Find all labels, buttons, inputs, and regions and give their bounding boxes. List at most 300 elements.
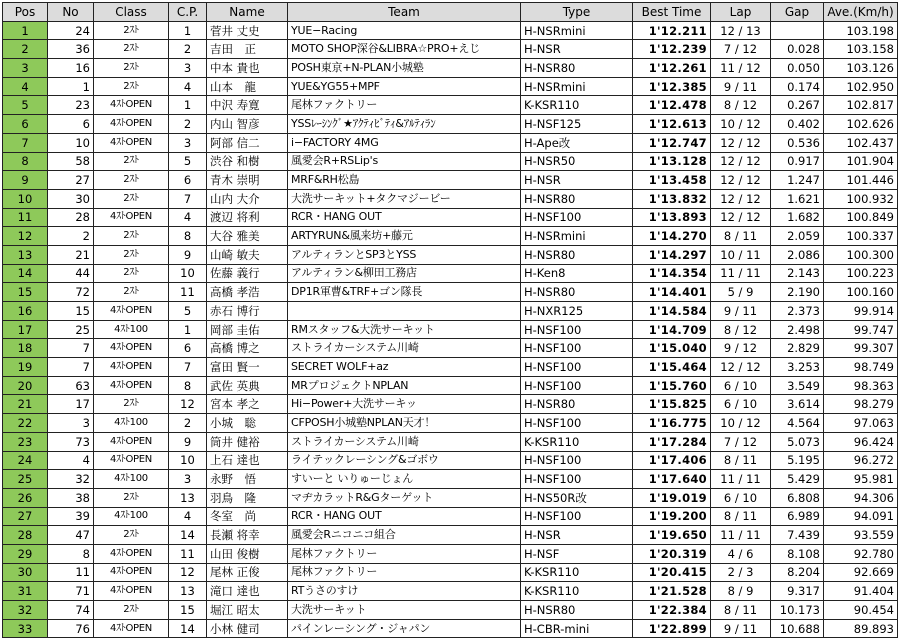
cell-ave: 102.626 [824, 115, 898, 134]
cell-team: アルティランとSP3とYSS [288, 245, 521, 264]
cell-best-time: 1'17.406 [633, 451, 711, 470]
cell-no: 8 [48, 544, 94, 563]
cell-class: 4ｽﾄOPEN [94, 96, 169, 115]
cell-team: 大洗サーキット [288, 601, 521, 620]
cell-gap: 0.174 [771, 77, 824, 96]
cell-team: 風愛会Rニコニコ組合 [288, 526, 521, 545]
cell-no: 4 [48, 451, 94, 470]
cell-ave: 100.223 [824, 264, 898, 283]
cell-no: 10 [48, 133, 94, 152]
cell-type: H-NSR80 [521, 59, 633, 78]
table-row [3, 526, 898, 545]
cell-cp: 5 [169, 302, 207, 321]
cell-name: 中沢 寿寛 [207, 96, 288, 115]
cell-class: 2ｽﾄ [94, 227, 169, 246]
cell-cp: 1 [169, 96, 207, 115]
cell-team: パインレーシング・ジャパン [288, 619, 521, 638]
cell-ave: 98.749 [824, 358, 898, 377]
cell-name: 渡辺 将利 [207, 208, 288, 227]
cell-gap: 3.549 [771, 376, 824, 395]
header-no: No [48, 3, 94, 22]
cell-team: マヂカラットR&Gターゲット [288, 488, 521, 507]
cell-class: 4ｽﾄOPEN [94, 133, 169, 152]
table-row [3, 339, 898, 358]
cell-lap: 12 / 12 [711, 133, 771, 152]
cell-ave: 92.780 [824, 544, 898, 563]
cell-type: H-NSR80 [521, 601, 633, 620]
header-best-time: Best Time [633, 3, 711, 22]
cell-type: H-NSF100 [521, 358, 633, 377]
results-body [3, 21, 898, 638]
cell-lap: 8 / 12 [711, 96, 771, 115]
cell-name: 滝口 達也 [207, 582, 288, 601]
cell-class: 4ｽﾄ100 [94, 414, 169, 433]
cell-pos: 10 [3, 189, 48, 208]
cell-lap: 6 / 10 [711, 488, 771, 507]
cell-type: H-NSRmini [521, 21, 633, 40]
cell-ave: 95.981 [824, 470, 898, 489]
header-class: Class [94, 3, 169, 22]
cell-gap: 0.402 [771, 115, 824, 134]
cell-gap: 8.108 [771, 544, 824, 563]
cell-team: MRF&RH松島 [288, 171, 521, 190]
cell-best-time: 1'19.650 [633, 526, 711, 545]
cell-ave: 96.272 [824, 451, 898, 470]
cell-lap: 12 / 12 [711, 358, 771, 377]
cell-type: H-NS50R改 [521, 488, 633, 507]
cell-pos: 7 [3, 133, 48, 152]
cell-class: 4ｽﾄOPEN [94, 544, 169, 563]
cell-gap: 5.429 [771, 470, 824, 489]
cell-lap: 4 / 6 [711, 544, 771, 563]
cell-name: 高橋 博之 [207, 339, 288, 358]
cell-lap: 6 / 10 [711, 376, 771, 395]
cell-type: H-NSRmini [521, 227, 633, 246]
cell-best-time: 1'13.128 [633, 152, 711, 171]
cell-type: H-NSF100 [521, 451, 633, 470]
table-row [3, 133, 898, 152]
cell-name: 渋谷 和樹 [207, 152, 288, 171]
cell-cp: 3 [169, 133, 207, 152]
table-row [3, 507, 898, 526]
cell-best-time: 1'22.899 [633, 619, 711, 638]
cell-name: 羽鳥 隆 [207, 488, 288, 507]
cell-ave: 100.337 [824, 227, 898, 246]
table-row [3, 376, 898, 395]
cell-type: K-KSR110 [521, 582, 633, 601]
cell-gap: 6.808 [771, 488, 824, 507]
header-team: Team [288, 3, 521, 22]
cell-lap: 8 / 11 [711, 451, 771, 470]
cell-name: 長瀬 将幸 [207, 526, 288, 545]
cell-best-time: 1'12.385 [633, 77, 711, 96]
cell-cp: 13 [169, 582, 207, 601]
cell-lap: 11 / 11 [711, 526, 771, 545]
cell-class: 4ｽﾄOPEN [94, 339, 169, 358]
cell-team: ストライカーシステム川崎 [288, 339, 521, 358]
cell-team: アルティラン&柳田工務店 [288, 264, 521, 283]
cell-gap: 8.204 [771, 563, 824, 582]
table-row [3, 563, 898, 582]
cell-gap: 2.498 [771, 320, 824, 339]
table-row [3, 21, 898, 40]
cell-pos: 25 [3, 470, 48, 489]
cell-gap: 0.267 [771, 96, 824, 115]
cell-class: 2ｽﾄ [94, 77, 169, 96]
cell-class: 4ｽﾄOPEN [94, 619, 169, 638]
cell-type: H-NXR125 [521, 302, 633, 321]
cell-type: H-NSF100 [521, 376, 633, 395]
cell-class: 2ｽﾄ [94, 283, 169, 302]
cell-type: H-NSF100 [521, 414, 633, 433]
cell-cp: 15 [169, 601, 207, 620]
cell-ave: 100.849 [824, 208, 898, 227]
cell-gap: 0.917 [771, 152, 824, 171]
cell-ave: 94.091 [824, 507, 898, 526]
cell-cp: 7 [169, 189, 207, 208]
cell-name: 岡部 圭佑 [207, 320, 288, 339]
cell-ave: 100.932 [824, 189, 898, 208]
cell-gap: 2.059 [771, 227, 824, 246]
cell-lap: 5 / 9 [711, 283, 771, 302]
cell-team: Hi−Power+大洗サーキッ [288, 395, 521, 414]
cell-lap: 9 / 12 [711, 339, 771, 358]
cell-pos: 11 [3, 208, 48, 227]
cell-lap: 12 / 12 [711, 208, 771, 227]
cell-class: 2ｽﾄ [94, 171, 169, 190]
cell-ave: 98.279 [824, 395, 898, 414]
cell-name: 菅井 丈史 [207, 21, 288, 40]
cell-best-time: 1'16.775 [633, 414, 711, 433]
cell-name: 山内 大介 [207, 189, 288, 208]
cell-pos: 14 [3, 264, 48, 283]
cell-no: 11 [48, 563, 94, 582]
cell-no: 6 [48, 115, 94, 134]
cell-pos: 13 [3, 245, 48, 264]
cell-ave: 96.424 [824, 432, 898, 451]
cell-no: 7 [48, 339, 94, 358]
cell-class: 2ｽﾄ [94, 488, 169, 507]
cell-type: H-NSR [521, 526, 633, 545]
cell-team: SECRET WOLF+az [288, 358, 521, 377]
cell-pos: 21 [3, 395, 48, 414]
cell-lap: 8 / 11 [711, 507, 771, 526]
cell-no: 17 [48, 395, 94, 414]
cell-type: H-NSF100 [521, 470, 633, 489]
cell-name: 阿部 信二 [207, 133, 288, 152]
cell-type: H-NSR80 [521, 245, 633, 264]
cell-class: 2ｽﾄ [94, 601, 169, 620]
cell-ave: 103.126 [824, 59, 898, 78]
cell-class: 4ｽﾄ100 [94, 320, 169, 339]
header-cp: C.P. [169, 3, 207, 22]
cell-ave: 97.063 [824, 414, 898, 433]
cell-lap: 8 / 11 [711, 227, 771, 246]
cell-best-time: 1'13.893 [633, 208, 711, 227]
cell-lap: 7 / 12 [711, 432, 771, 451]
cell-gap: 9.317 [771, 582, 824, 601]
cell-best-time: 1'22.384 [633, 601, 711, 620]
cell-best-time: 1'21.528 [633, 582, 711, 601]
cell-ave: 101.446 [824, 171, 898, 190]
cell-pos: 28 [3, 526, 48, 545]
cell-lap: 12 / 12 [711, 171, 771, 190]
cell-no: 71 [48, 582, 94, 601]
cell-type: H-NSR80 [521, 189, 633, 208]
table-row [3, 208, 898, 227]
cell-team: MOTO SHOP深谷&LIBRA☆PRO+えじ [288, 40, 521, 59]
cell-best-time: 1'20.319 [633, 544, 711, 563]
cell-no: 58 [48, 152, 94, 171]
table-row [3, 264, 898, 283]
cell-lap: 12 / 12 [711, 189, 771, 208]
cell-cp: 14 [169, 619, 207, 638]
cell-team: DP1R軍曹&TRF+ゴン隊長 [288, 283, 521, 302]
table-row [3, 320, 898, 339]
cell-no: 16 [48, 59, 94, 78]
cell-cp: 1 [169, 320, 207, 339]
cell-gap: 2.143 [771, 264, 824, 283]
cell-best-time: 1'19.019 [633, 488, 711, 507]
cell-best-time: 1'15.825 [633, 395, 711, 414]
cell-name: 冬室 尚 [207, 507, 288, 526]
cell-lap: 7 / 12 [711, 40, 771, 59]
cell-pos: 2 [3, 40, 48, 59]
cell-pos: 12 [3, 227, 48, 246]
cell-pos: 18 [3, 339, 48, 358]
cell-team [288, 302, 521, 321]
header-lap: Lap [711, 3, 771, 22]
cell-team: 大洗サーキット+タクマジービー [288, 189, 521, 208]
cell-best-time: 1'13.458 [633, 171, 711, 190]
cell-gap: 0.028 [771, 40, 824, 59]
table-row [3, 302, 898, 321]
cell-no: 74 [48, 601, 94, 620]
cell-ave: 92.669 [824, 563, 898, 582]
cell-ave: 99.914 [824, 302, 898, 321]
cell-class: 4ｽﾄOPEN [94, 432, 169, 451]
cell-gap [771, 21, 824, 40]
cell-type: H-NSF100 [521, 339, 633, 358]
cell-class: 4ｽﾄ100 [94, 470, 169, 489]
table-row [3, 451, 898, 470]
cell-class: 2ｽﾄ [94, 59, 169, 78]
cell-pos: 15 [3, 283, 48, 302]
cell-cp: 3 [169, 59, 207, 78]
cell-name: 赤石 博行 [207, 302, 288, 321]
cell-type: H-NSRmini [521, 77, 633, 96]
cell-team: 尾林ファクトリー [288, 96, 521, 115]
cell-ave: 93.559 [824, 526, 898, 545]
cell-ave: 101.904 [824, 152, 898, 171]
cell-pos: 30 [3, 563, 48, 582]
cell-lap: 10 / 11 [711, 245, 771, 264]
cell-name: 筒井 健裕 [207, 432, 288, 451]
cell-lap: 11 / 11 [711, 470, 771, 489]
cell-no: 15 [48, 302, 94, 321]
cell-cp: 2 [169, 40, 207, 59]
cell-best-time: 1'14.270 [633, 227, 711, 246]
cell-class: 4ｽﾄOPEN [94, 376, 169, 395]
cell-gap: 3.253 [771, 358, 824, 377]
cell-type: K-KSR110 [521, 563, 633, 582]
cell-team: CFPOSH小城塾NPLAN天才！ [288, 414, 521, 433]
cell-name: 宮本 孝之 [207, 395, 288, 414]
cell-name: 青木 崇明 [207, 171, 288, 190]
cell-pos: 27 [3, 507, 48, 526]
cell-class: 4ｽﾄOPEN [94, 115, 169, 134]
cell-gap: 1.682 [771, 208, 824, 227]
cell-pos: 32 [3, 601, 48, 620]
cell-gap: 6.989 [771, 507, 824, 526]
cell-type: K-KSR110 [521, 432, 633, 451]
table-row [3, 601, 898, 620]
cell-class: 4ｽﾄOPEN [94, 358, 169, 377]
cell-gap: 5.195 [771, 451, 824, 470]
cell-gap: 2.086 [771, 245, 824, 264]
cell-name: 上石 達也 [207, 451, 288, 470]
cell-pos: 4 [3, 77, 48, 96]
cell-lap: 9 / 11 [711, 302, 771, 321]
table-row [3, 59, 898, 78]
table-row [3, 395, 898, 414]
cell-cp: 4 [169, 77, 207, 96]
cell-cp: 2 [169, 414, 207, 433]
cell-team: ARTYRUN&風来坊+藤元 [288, 227, 521, 246]
cell-team: YSSﾚｰｼﾝｸﾞ★ｱｸﾃｨﾋﾞﾃｨ&ｱﾙﾃｨﾗﾝ [288, 115, 521, 134]
cell-no: 23 [48, 96, 94, 115]
cell-gap: 3.614 [771, 395, 824, 414]
cell-no: 24 [48, 21, 94, 40]
cell-best-time: 1'12.613 [633, 115, 711, 134]
table-row [3, 245, 898, 264]
table-row [3, 358, 898, 377]
cell-ave: 102.437 [824, 133, 898, 152]
cell-no: 38 [48, 488, 94, 507]
cell-no: 36 [48, 40, 94, 59]
cell-class: 4ｽﾄOPEN [94, 582, 169, 601]
cell-best-time: 1'14.297 [633, 245, 711, 264]
cell-cp: 8 [169, 376, 207, 395]
cell-pos: 29 [3, 544, 48, 563]
cell-gap: 0.536 [771, 133, 824, 152]
cell-class: 2ｽﾄ [94, 21, 169, 40]
cell-no: 21 [48, 245, 94, 264]
cell-cp: 4 [169, 208, 207, 227]
cell-ave: 100.300 [824, 245, 898, 264]
cell-gap: 2.373 [771, 302, 824, 321]
cell-ave: 102.950 [824, 77, 898, 96]
cell-cp: 4 [169, 507, 207, 526]
cell-pos: 20 [3, 376, 48, 395]
cell-type: H-NSF100 [521, 208, 633, 227]
cell-name: 内山 智彦 [207, 115, 288, 134]
table-row [3, 414, 898, 433]
cell-lap: 12 / 12 [711, 152, 771, 171]
cell-team: 尾林ファクトリー [288, 544, 521, 563]
cell-no: 2 [48, 227, 94, 246]
cell-no: 7 [48, 358, 94, 377]
cell-team: i−FACTORY 4MG [288, 133, 521, 152]
cell-class: 4ｽﾄ100 [94, 507, 169, 526]
cell-name: 山田 俊樹 [207, 544, 288, 563]
cell-lap: 6 / 10 [711, 395, 771, 414]
cell-name: 吉田 正 [207, 40, 288, 59]
cell-pos: 33 [3, 619, 48, 638]
cell-pos: 26 [3, 488, 48, 507]
cell-best-time: 1'15.040 [633, 339, 711, 358]
cell-type: H-NSR [521, 40, 633, 59]
cell-pos: 5 [3, 96, 48, 115]
cell-class: 2ｽﾄ [94, 40, 169, 59]
cell-cp: 13 [169, 488, 207, 507]
cell-cp: 9 [169, 245, 207, 264]
cell-no: 27 [48, 171, 94, 190]
table-row [3, 77, 898, 96]
cell-cp: 1 [169, 21, 207, 40]
header-name: Name [207, 3, 288, 22]
cell-best-time: 1'12.747 [633, 133, 711, 152]
cell-type: H-NSR80 [521, 283, 633, 302]
cell-name: 中本 貴也 [207, 59, 288, 78]
cell-lap: 9 / 11 [711, 619, 771, 638]
cell-ave: 102.817 [824, 96, 898, 115]
cell-team: ストライカーシステム川崎 [288, 432, 521, 451]
cell-cp: 8 [169, 227, 207, 246]
cell-best-time: 1'15.760 [633, 376, 711, 395]
cell-pos: 23 [3, 432, 48, 451]
cell-team: すいーと いりゅーじょん [288, 470, 521, 489]
cell-pos: 9 [3, 171, 48, 190]
cell-cp: 2 [169, 115, 207, 134]
cell-no: 73 [48, 432, 94, 451]
cell-cp: 11 [169, 544, 207, 563]
cell-pos: 8 [3, 152, 48, 171]
cell-class: 2ｽﾄ [94, 189, 169, 208]
cell-team: RCR・HANG OUT [288, 208, 521, 227]
cell-best-time: 1'20.415 [633, 563, 711, 582]
cell-lap: 12 / 13 [711, 21, 771, 40]
cell-gap: 10.173 [771, 601, 824, 620]
cell-type: H-NSF100 [521, 507, 633, 526]
cell-lap: 8 / 12 [711, 320, 771, 339]
cell-team: POSH東京+N-PLAN小城塾 [288, 59, 521, 78]
cell-pos: 31 [3, 582, 48, 601]
cell-no: 63 [48, 376, 94, 395]
cell-name: 永野 悟 [207, 470, 288, 489]
cell-best-time: 1'12.261 [633, 59, 711, 78]
cell-name: 小城 聡 [207, 414, 288, 433]
header-pos: Pos [3, 3, 48, 22]
cell-name: 武佐 英典 [207, 376, 288, 395]
cell-no: 30 [48, 189, 94, 208]
cell-pos: 24 [3, 451, 48, 470]
cell-cp: 6 [169, 171, 207, 190]
cell-no: 1 [48, 77, 94, 96]
cell-cp: 5 [169, 152, 207, 171]
table-row [3, 488, 898, 507]
cell-best-time: 1'12.478 [633, 96, 711, 115]
cell-class: 4ｽﾄOPEN [94, 208, 169, 227]
cell-pos: 22 [3, 414, 48, 433]
cell-name: 小林 健司 [207, 619, 288, 638]
cell-no: 47 [48, 526, 94, 545]
cell-name: 高橋 孝浩 [207, 283, 288, 302]
cell-gap: 1.247 [771, 171, 824, 190]
cell-type: H-Ape改 [521, 133, 633, 152]
cell-gap: 2.829 [771, 339, 824, 358]
cell-cp: 9 [169, 432, 207, 451]
